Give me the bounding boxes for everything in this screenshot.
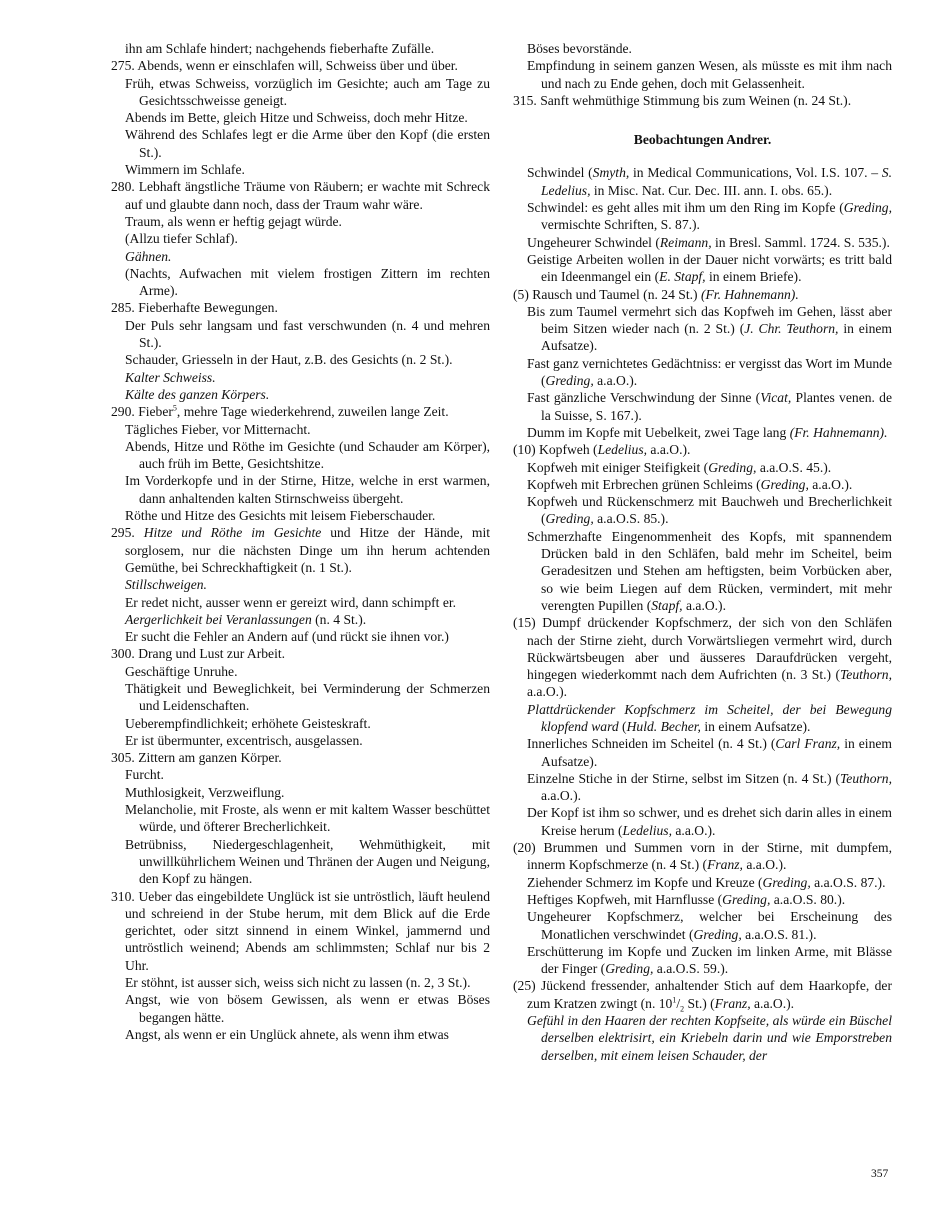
author: Teuthorn,: [840, 667, 892, 683]
entry: Gähnen.: [125, 248, 172, 264]
text: Erschütterung im Kopfe und Zucken im linken Arme, mit Blässe der Finger (: [527, 943, 892, 977]
text: a.a.O.).: [750, 995, 795, 1011]
entry: Im Vorderkopfe und in der Stirne, Hitze, welche in erst warmen, dann anhaltenden kalten Stirnschweiss übergeht.: [125, 473, 490, 506]
text: a.a.O.).: [647, 442, 691, 458]
entry: [527, 251, 892, 286]
author: Carl Franz,: [775, 736, 841, 752]
author: Greding,: [545, 373, 594, 389]
author: Greding,: [605, 961, 654, 977]
text: a.a.O.).: [682, 597, 726, 613]
author: Huld. Becher,: [626, 718, 701, 734]
entry: Abends, Hitze und Röthe im Gesichte (und Schauder am Körper), auch früh im Bette, Gesichtshitze.: [125, 438, 490, 472]
text: Der Kopf ist ihm so schwer, und es drehet sich darin alles in einem Kreise herum (: [527, 805, 892, 838]
text: in einem Aufsatze).: [541, 736, 892, 769]
author: Greding,: [693, 926, 742, 942]
entry: [527, 701, 892, 736]
entry: Wimmern im Schlafe.: [125, 162, 245, 178]
entry: Betrübniss, Niedergeschlagenheit, Wehmüthigkeit, mit unwillkührlichem Weinen und Thränen der Augen und Neigung, den Kopf zu hängen.: [125, 836, 490, 887]
entry: Empfindung in seinem ganzen Wesen, als müsste es mit ihm nach und nach zu Ende gehen, doch mit Gelassenheit.: [527, 58, 892, 91]
entry-10: [513, 441, 892, 458]
text: Ungeheurer Kopfschmerz, welcher bei Erscheinung des Monatlichen verschwindet (: [527, 909, 892, 942]
entry: Thätigkeit und Beweglichkeit, bei Verminderung der Schmerzen und Leidenschaften.: [125, 680, 490, 714]
text: Kopfweh mit einiger Steifigkeit (: [527, 459, 709, 475]
entry: Röthe und Hitze des Gesichts mit leisem Fieberschauder.: [125, 508, 436, 524]
entry-305: 305. Zittern am ganzen Körper.: [111, 750, 282, 766]
entry: [527, 199, 892, 234]
entry-275: 275. Abends, wenn er einschlafen will, Schweiss über und über.: [111, 58, 458, 74]
text: in einem Aufsatze).: [700, 718, 811, 734]
author: (Fr. Hahnemann).: [789, 424, 888, 440]
entry-20: [513, 839, 892, 874]
text: Plantes venen. de la Suisse, S. 167.).: [541, 390, 893, 423]
text: a.a.O.).: [541, 788, 582, 804]
entry: ihn am Schlafe hindert; nachgehends fieberhafte Zufälle.: [125, 41, 435, 56]
entry: Früh, etwas Schweiss, vorzüglich im Gesichte; auch am Tage zu Gesichtsschweisse geneigt.: [125, 75, 490, 108]
author: S. Ledelius,: [541, 165, 892, 198]
text: Ziehender Schmerz im Kopfe und Kreuze (: [527, 874, 763, 890]
text: a.a.O.S. 45.).: [756, 459, 832, 475]
entry: Ueberempfindlichkeit; erhöhete Geisteskraft.: [125, 715, 371, 731]
text: a.a.O.).: [808, 476, 853, 492]
entry: Stillschweigen.: [125, 577, 207, 593]
text: Fast gänzliche Verschwindung der Sinne (: [527, 390, 761, 406]
entry: Während des Schlafes legt er die Arme über den Kopf (die ersten St.).: [125, 127, 490, 160]
text: in einem Briefe).: [705, 269, 802, 285]
text: Einzelne Stiche in der Stirne, selbst im Sitzen (n. 4 St.) (: [527, 770, 840, 786]
entry-295: [111, 524, 490, 576]
text: Geistige Arbeiten wollen in der Dauer nicht vorwärts; es tritt bald ein Ideenmangel ein (: [527, 251, 892, 285]
entry-315: 315. Sanft wehmüthige Stimmung bis zum Weinen (n. 24 St.).: [513, 92, 852, 108]
text: a.a.O.).: [742, 857, 787, 873]
entry: Muthlosigkeit, Verzweiflung.: [125, 784, 285, 800]
entry: [527, 943, 892, 978]
italic-text: Hitze und Röthe im Gesichte: [143, 525, 322, 541]
text: 290. Fieber: [111, 404, 173, 420]
author: Greding,: [708, 459, 757, 475]
entry: Er redet nicht, ausser wenn er gereizt wird, dann schimpft er.: [125, 594, 457, 610]
text: a.a.O.).: [593, 373, 638, 389]
author: Franz,: [707, 857, 743, 873]
text: (10) Kopfweh (: [513, 442, 598, 458]
entry: Er stöhnt, ist ausser sich, weiss sich nicht zu lassen (n. 2, 3 St.).: [125, 975, 471, 991]
entry: Traum, als wenn er heftig gejagt würde.: [125, 213, 342, 229]
text: 295.: [111, 525, 144, 541]
entry: [527, 459, 892, 476]
text: in einem Aufsatze).: [541, 321, 893, 354]
text: a.a.O.S. 87.).: [810, 874, 886, 890]
author: Stapf,: [651, 597, 683, 613]
entry-290: [111, 403, 490, 420]
author: (Fr. Hahnemann).: [700, 286, 799, 302]
text: (n. 4 St.).: [311, 611, 367, 627]
author: Smyth,: [592, 165, 630, 181]
text: a.a.O.S. 81.).: [741, 926, 817, 942]
author: Greding,: [545, 511, 594, 527]
author: J. Chr. Teuthorn,: [744, 321, 839, 337]
entry: (Nachts, Aufwachen mit vielem frostigen Zittern im rechten Arme).: [125, 265, 490, 299]
text: Kopfweh und Rückenschmerz mit Bauchweh und Brecherlichkeit (: [527, 494, 892, 527]
text: Heftiges Kopfweh, mit Harnflusse (: [527, 891, 723, 907]
text: (5) Rausch und Taumel (n. 24 St.): [513, 286, 701, 302]
author: Ledelius,: [622, 822, 672, 838]
text: in Bresl. Samml. 1724. S. 535.).: [711, 234, 890, 250]
text: Schmerzhafte Eingenommenheit des Kopfs, mit spannendem Drücken bald in den Schläfen, bald mehr im Scheitel, beim Geradesitzen und Stehen am heftigsten, beim Vorbücken aber, so wie beim Liegen auf dem Rücken, vermindert, mit mehr verengten Pupillen (: [527, 528, 892, 613]
italic-text: Plattdrückender Kopfschmerz im Scheitel, der bei Bewegung klopfend ward: [527, 701, 892, 734]
entry-280: 280. Lebhaft ängstliche Träume von Räubern; er wachte mit Schreck auf und glaubte dann noch, dass der Traum wahr wäre.: [111, 179, 490, 212]
entry-25: [513, 977, 892, 1012]
entry: [527, 493, 892, 528]
text: a.a.O.S. 59.).: [653, 961, 729, 977]
entry: [527, 164, 892, 199]
author: Franz,: [714, 995, 751, 1011]
entry: Tägliches Fieber, vor Mitternacht.: [125, 421, 311, 437]
entry: [527, 804, 892, 839]
entry: [527, 355, 892, 390]
entry: [527, 874, 892, 891]
entry: [527, 476, 892, 493]
section-heading: Beobachtungen Andrer.: [633, 132, 772, 148]
text: a.a.O.).: [527, 684, 568, 700]
entry: [527, 528, 892, 614]
entry-285: 285. Fieberhafte Bewegungen.: [111, 300, 278, 316]
author: Teuthorn,: [840, 770, 892, 786]
text: a.a.O.S. 80.).: [770, 891, 846, 907]
text: Innerliches Schneiden im Scheitel (n. 4 St.) (: [527, 736, 776, 752]
entry: Er ist übermunter, excentrisch, ausgelassen.: [125, 732, 363, 748]
entry: Gefühl in den Haaren der rechten Kopfseite, als würde ein Büschel derselben elektrisirt, ein Kriebeln darin und wie Emporstreben derselben, mit einem leisen Schauder, der: [527, 1013, 892, 1063]
entry: Der Puls sehr langsam und fast verschwunden (n. 4 und mehren St.).: [125, 317, 490, 351]
right-column: [513, 40, 892, 1064]
entry: [125, 611, 490, 628]
fraction-numerator: 1: [672, 995, 677, 1005]
entry-15: [513, 614, 892, 700]
author: Greding,: [760, 476, 809, 492]
author: Greding,: [843, 200, 892, 216]
entry: Er sucht die Fehler an Andern auf (und rückt sie ihnen vor.): [125, 629, 449, 645]
fraction-slash: /: [676, 995, 681, 1011]
entry: [527, 735, 892, 770]
entry: Angst, wie von bösem Gewissen, als wenn er etwas Böses begangen hätte.: [125, 992, 490, 1025]
text: und Hitze der Hände, mit sorglosem, nur die nächsten Dinge um ihn herum achtenden Gemüthe, bei Schreckhaftigkeit (n. 1 St.).: [125, 525, 491, 575]
left-column: [111, 40, 490, 1043]
entry: Kälte des ganzen Körpers.: [125, 386, 270, 402]
entry-310: 310. Ueber das eingebildete Unglück ist sie untröstlich, läuft heulend und schreiend in der Stube herum, mit dem Blick auf die Erde gerichtet, oder sitzt sinnend in einem Winkel, jammernd und untröstlich weinend; Abends am schlimmsten; Schlaf nur bis 2 Uhr.: [111, 888, 490, 973]
text: Bis zum Taumel vermehrt sich das Kopfweh im Gehen, lässt aber beim Sitzen wieder nach (n. 2 St.) (: [527, 303, 892, 337]
text: (20) Brummen und Summen vorn in der Stirne, mit dumpfem, innerm Kopfschmerze (n. 4 St.) (: [513, 840, 892, 873]
entry: Melancholie, mit Froste, als wenn er mit kaltem Wasser beschüttet würde, und öfterer Brecherlichkeit.: [125, 802, 490, 835]
author: E. Stapf,: [659, 269, 706, 285]
entry: Schauder, Griesseln in der Haut, z.B. des Gesichts (n. 2 St.).: [125, 352, 453, 368]
fraction-denominator: 2: [680, 1004, 685, 1014]
footnote-marker: 5: [172, 403, 177, 413]
author: Greding,: [762, 874, 811, 890]
entry: Angst, als wenn er ein Unglück ahnete, als wenn ihm etwas: [125, 1026, 449, 1042]
author: Reimann,: [659, 234, 712, 250]
author: Ledelius,: [597, 442, 648, 458]
entry: [527, 891, 892, 908]
text: Ungeheurer Schwindel (: [527, 234, 660, 250]
entry: Geschäftige Unruhe.: [125, 663, 238, 679]
entry: [527, 908, 892, 943]
text: Kopfweh mit Erbrechen grünen Schleims (: [527, 476, 761, 492]
entry: (Allzu tiefer Schlaf).: [125, 231, 238, 247]
text: a.a.O.).: [672, 822, 716, 838]
page-number: 357: [871, 1168, 889, 1180]
entry-300: 300. Drang und Lust zur Arbeit.: [111, 646, 286, 662]
text: a.a.O.S. 85.).: [593, 511, 669, 527]
entry: Böses bevorstände.: [527, 41, 632, 56]
text: in Medical Communications, Vol. I.S. 107. –: [629, 165, 882, 181]
entry: [527, 303, 892, 355]
text: Dumm im Kopfe mit Uebelkeit, zwei Tage lang: [527, 424, 790, 440]
text: vermischte Schriften, S. 87.).: [541, 217, 700, 233]
entry: Furcht.: [125, 767, 164, 783]
text: (: [618, 718, 627, 734]
entry: [527, 389, 892, 424]
entry: [527, 770, 892, 805]
italic-text: Aergerlichkeit bei Veranlassungen: [125, 611, 312, 627]
text: Schwindel (: [527, 165, 593, 181]
text: (15) Dumpf drückender Kopfschmerz, der sich von den Schläfen nach der Stirne zieht, durch Vorwärtsliegen vermehrt wird, durch Rückwärtsbeugen aber und äusseres Daraufdrücken vergeht, hingegen wiederkommt nach dem Aufrichten (n. 3 St.) (: [513, 615, 892, 683]
text: St.) (: [684, 995, 715, 1011]
entry: Abends im Bette, gleich Hitze und Schweiss, doch mehr Hitze.: [125, 110, 468, 126]
entry-5: [513, 286, 892, 303]
entry: Kalter Schweiss.: [125, 369, 216, 385]
author: Greding,: [722, 891, 771, 907]
text: Schwindel: es geht alles mit ihm um den Ring im Kopfe (: [527, 200, 844, 216]
text: in Misc. Nat. Cur. Dec. III. ann. I. obs. 65.).: [590, 182, 833, 198]
entry: [527, 234, 892, 251]
entry: [527, 424, 892, 441]
text: Fast ganz vernichtetes Gedächtniss: er vergisst das Wort im Munde (: [527, 355, 892, 389]
text: (25) Jückend fressender, anhaltender Stich auf dem Haarkopfe, der zum Kratzen zwingt (n. 10: [513, 978, 892, 1011]
author: Vicat,: [760, 390, 792, 406]
text: , mehre Tage wiederkehrend, zuweilen lange Zeit.: [176, 404, 449, 420]
